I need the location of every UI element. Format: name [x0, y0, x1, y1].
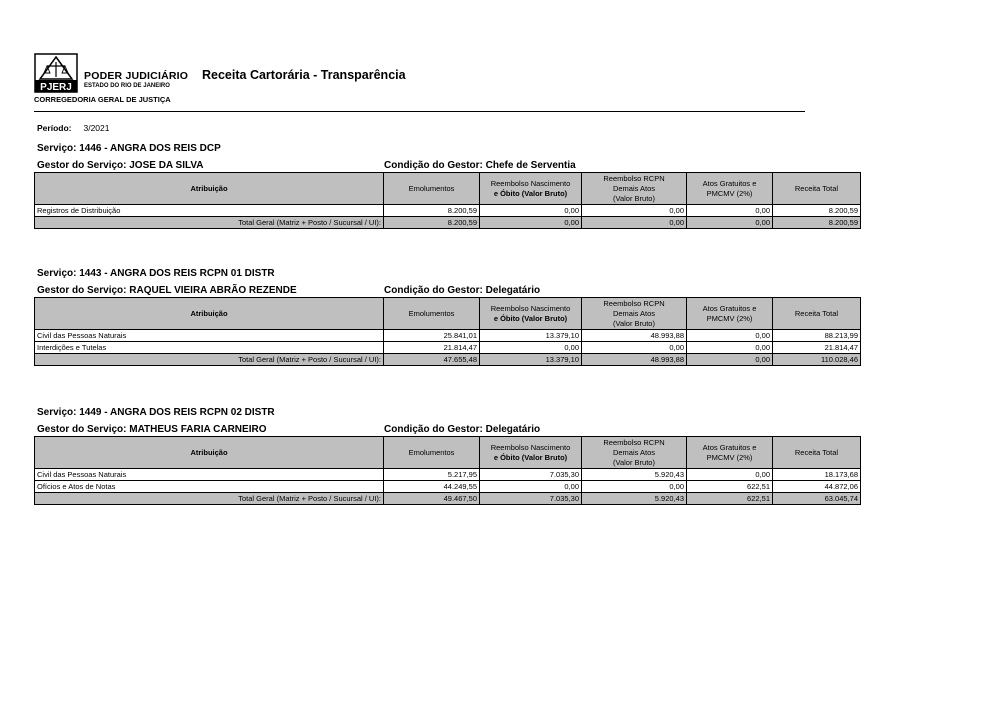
col-header-reembolso-nascimento: Reembolso Nascimento e Óbito (Valor Bruto)	[480, 437, 582, 469]
col-header-receita-total: Receita Total	[773, 173, 861, 205]
cell-reembolso-nascimento: 0,00	[480, 481, 582, 493]
condicao-gestor: Condição do Gestor: Delegatário	[384, 424, 541, 435]
cell-reembolso-rcpn: 5.920,43	[582, 469, 687, 481]
total-reembolso-rcpn: 48.993,88	[582, 354, 687, 366]
table-row	[35, 330, 861, 342]
total-emolumentos: 47.655,48	[384, 354, 480, 366]
table-header-row	[35, 173, 861, 205]
col-header-emolumentos: Emolumentos	[384, 437, 480, 469]
cell-reembolso-nascimento: 13.379,10	[480, 330, 582, 342]
table-row	[35, 205, 861, 217]
cell-reembolso-nascimento: 7.035,30	[480, 469, 582, 481]
gestor-name: Gestor do Serviço: MATHEUS FARIA CARNEIRO	[37, 424, 267, 435]
condicao-gestor: Condição do Gestor: Delegatário	[384, 285, 541, 296]
total-reembolso-nascimento: 7.035,30	[480, 493, 582, 505]
total-label: Total Geral (Matriz + Posto / Sucursal / UI):	[35, 354, 384, 366]
servico-title: Serviço: 1443 - ANGRA DOS REIS RCPN 01 DISTR	[37, 268, 275, 279]
col-header-atribuicao: Atribuição	[35, 437, 384, 469]
cell-receita-total: 88.213,99	[773, 330, 861, 342]
total-atos-gratuitos: 0,00	[687, 354, 773, 366]
cell-receita-total: 44.872,06	[773, 481, 861, 493]
revenue-table	[34, 297, 861, 366]
logo-lettering: PJERJ	[40, 82, 72, 93]
cell-emolumentos: 25.841,01	[384, 330, 480, 342]
total-reembolso-rcpn: 5.920,43	[582, 493, 687, 505]
cell-receita-total: 8.200,59	[773, 205, 861, 217]
cell-reembolso-rcpn: 0,00	[582, 481, 687, 493]
periodo-value: 3/2021	[83, 123, 110, 133]
col-header-receita-total: Receita Total	[773, 437, 861, 469]
cell-emolumentos: 21.814,47	[384, 342, 480, 354]
cell-reembolso-nascimento: 0,00	[480, 342, 582, 354]
cell-reembolso-rcpn: 0,00	[582, 205, 687, 217]
cell-receita-total: 18.173,68	[773, 469, 861, 481]
table-header-row	[35, 298, 861, 330]
col-header-atos-gratuitos: Atos Gratuitos e PMCMV (2%)	[687, 437, 773, 469]
org-department: CORREGEDORIA GERAL DE JUSTIÇA	[34, 95, 171, 104]
col-header-atribuicao: Atribuição	[35, 173, 384, 205]
col-header-reembolso-nascimento: Reembolso Nascimento e Óbito (Valor Bruto)	[480, 173, 582, 205]
cell-emolumentos: 5.217,95	[384, 469, 480, 481]
col-header-reembolso-rcpn: Reembolso RCPN Demais Atos (Valor Bruto)	[582, 173, 687, 205]
cell-atribuicao: Civil das Pessoas Naturais	[35, 469, 384, 481]
cell-atos-gratuitos: 0,00	[687, 342, 773, 354]
total-row	[35, 217, 861, 229]
cell-atos-gratuitos: 0,00	[687, 469, 773, 481]
total-row	[35, 354, 861, 366]
total-reembolso-nascimento: 0,00	[480, 217, 582, 229]
periodo-label: Período:	[37, 123, 72, 133]
org-title: PODER JUDICIÁRIO	[84, 70, 189, 82]
table-row	[35, 469, 861, 481]
col-header-receita-total: Receita Total	[773, 298, 861, 330]
revenue-table	[34, 172, 861, 229]
revenue-table	[34, 436, 861, 505]
col-header-emolumentos: Emolumentos	[384, 298, 480, 330]
cell-emolumentos: 8.200,59	[384, 205, 480, 217]
periodo	[37, 123, 109, 133]
org-subtitle: ESTADO DO RIO DE JANEIRO	[84, 83, 170, 89]
gestor-name: Gestor do Serviço: JOSE DA SILVA	[37, 160, 204, 171]
col-header-reembolso-rcpn: Reembolso RCPN Demais Atos (Valor Bruto)	[582, 298, 687, 330]
servico-title: Serviço: 1449 - ANGRA DOS REIS RCPN 02 DISTR	[37, 407, 275, 418]
total-receita-total: 110.028,46	[773, 354, 861, 366]
total-receita-total: 8.200,59	[773, 217, 861, 229]
total-label: Total Geral (Matriz + Posto / Sucursal / UI):	[35, 217, 384, 229]
servico-title: Serviço: 1446 - ANGRA DOS REIS DCP	[37, 143, 221, 154]
total-emolumentos: 8.200,59	[384, 217, 480, 229]
pjerj-logo	[34, 53, 78, 93]
col-header-reembolso-rcpn: Reembolso RCPN Demais Atos (Valor Bruto)	[582, 437, 687, 469]
header-divider	[34, 111, 805, 112]
col-header-atos-gratuitos: Atos Gratuitos e PMCMV (2%)	[687, 173, 773, 205]
cell-reembolso-rcpn: 0,00	[582, 342, 687, 354]
cell-atribuicao: Interdições e Tutelas	[35, 342, 384, 354]
report-title: Receita Cartorária - Transparência	[202, 68, 406, 82]
col-header-reembolso-nascimento: Reembolso Nascimento e Óbito (Valor Bruto)	[480, 298, 582, 330]
cell-atos-gratuitos: 622,51	[687, 481, 773, 493]
col-header-atos-gratuitos: Atos Gratuitos e PMCMV (2%)	[687, 298, 773, 330]
cell-atos-gratuitos: 0,00	[687, 330, 773, 342]
cell-atribuicao: Civil das Pessoas Naturais	[35, 330, 384, 342]
total-label: Total Geral (Matriz + Posto / Sucursal / UI):	[35, 493, 384, 505]
total-reembolso-nascimento: 13.379,10	[480, 354, 582, 366]
condicao-gestor: Condição do Gestor: Chefe de Serventia	[384, 160, 576, 171]
total-reembolso-rcpn: 0,00	[582, 217, 687, 229]
col-header-atribuicao: Atribuição	[35, 298, 384, 330]
table-row	[35, 342, 861, 354]
total-receita-total: 63.045,74	[773, 493, 861, 505]
total-row	[35, 493, 861, 505]
cell-reembolso-nascimento: 0,00	[480, 205, 582, 217]
cell-receita-total: 21.814,47	[773, 342, 861, 354]
cell-atos-gratuitos: 0,00	[687, 205, 773, 217]
cell-reembolso-rcpn: 48.993,88	[582, 330, 687, 342]
total-atos-gratuitos: 622,51	[687, 493, 773, 505]
total-atos-gratuitos: 0,00	[687, 217, 773, 229]
col-header-emolumentos: Emolumentos	[384, 173, 480, 205]
gestor-name: Gestor do Serviço: RAQUEL VIEIRA ABRÃO REZENDE	[37, 285, 297, 296]
cell-atribuicao: Ofícios e Atos de Notas	[35, 481, 384, 493]
table-header-row	[35, 437, 861, 469]
cell-emolumentos: 44.249,55	[384, 481, 480, 493]
cell-atribuicao: Registros de Distribuição	[35, 205, 384, 217]
scales-of-justice-icon	[34, 53, 78, 93]
table-row	[35, 481, 861, 493]
total-emolumentos: 49.467,50	[384, 493, 480, 505]
